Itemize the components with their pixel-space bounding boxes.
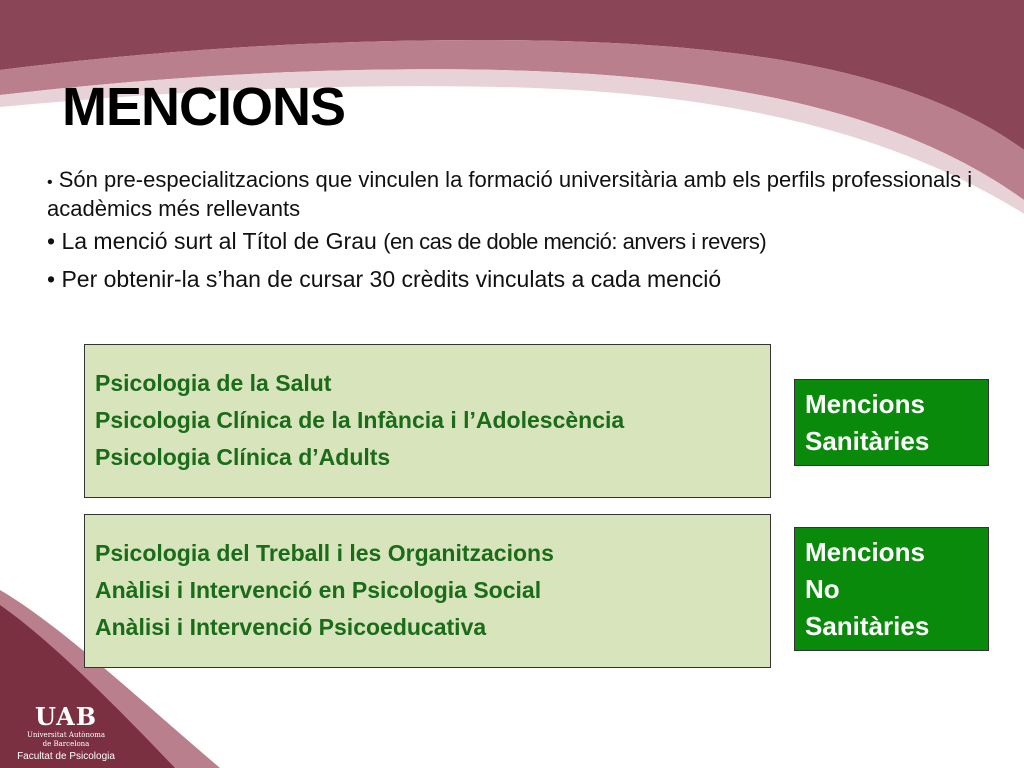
uab-logo (6, 703, 126, 763)
uab-logo-line-2: de Barcelona (42, 740, 90, 748)
non-sanitary-mentions-label (794, 527, 989, 651)
faculty-name: Facultat de Psicologia (17, 751, 115, 762)
label-line: Sanitàries (805, 426, 930, 456)
mention-item: Psicologia Clínica de la Infància i l’Adolescència (95, 407, 625, 433)
bullet-list (47, 166, 987, 295)
bullet-2 (47, 227, 987, 257)
mention-item: Psicologia de la Salut (95, 370, 332, 396)
bullet-1 (47, 166, 987, 223)
mention-item: Psicologia Clínica d’Adults (95, 444, 391, 470)
label-line: Mencions (805, 389, 925, 419)
label-line: Sanitàries (805, 611, 930, 641)
non-sanitary-mentions-box (84, 514, 771, 668)
mention-item: Anàlisi i Intervenció en Psicologia Social (95, 577, 542, 603)
bullet-1-text: Són pre-especialitzacions que vinculen la formació universitària amb els perfils professionals i acadèmics més rellevants (47, 167, 973, 221)
bullet-3 (47, 265, 987, 295)
label-line: Mencions (805, 537, 925, 567)
bullet-3-text: • Per obtenir-la s’han de cursar 30 crèdits vinculats a cada menció (47, 266, 722, 293)
uab-logo-line-1: Universitat Autònoma (26, 731, 106, 739)
bullet-2-parenthetical: (en cas de doble menció: anvers i revers) (383, 229, 767, 255)
label-line: No (805, 574, 840, 604)
sanitary-mentions-label (794, 379, 989, 466)
mention-item: Psicologia del Treball i les Organitzacions (95, 540, 554, 566)
uab-logo-mark: UAB (34, 702, 98, 731)
mention-item: Anàlisi i Intervenció Psicoeducativa (95, 614, 487, 640)
bullet-2-text: • La menció surt al Títol de Grau (47, 228, 384, 255)
sanitary-mentions-box (84, 344, 771, 498)
bullet-1-dot: • (47, 174, 53, 191)
page-title: MENCIONS (62, 77, 346, 137)
